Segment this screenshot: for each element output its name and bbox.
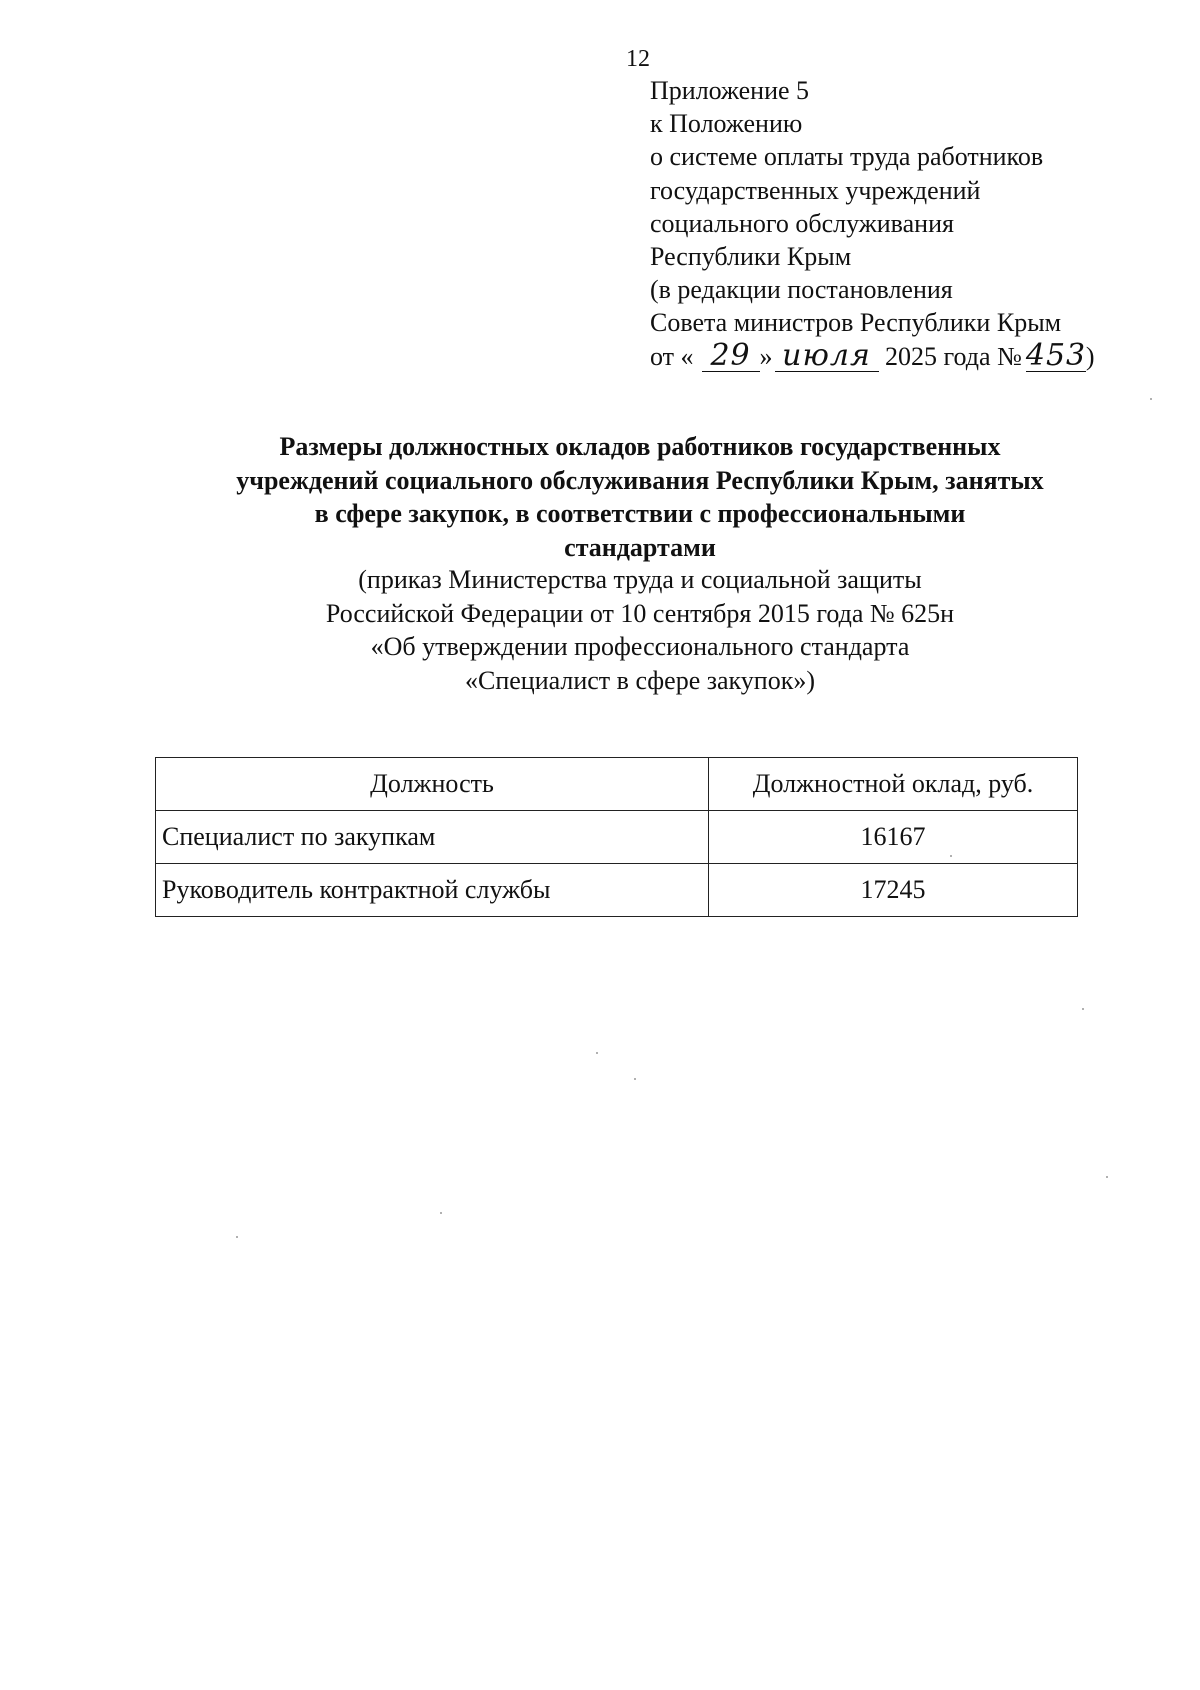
appendix-line: к Положению: [650, 109, 803, 139]
header-position: Должность: [156, 758, 709, 811]
appendix-line: государственных учреждений: [650, 175, 981, 205]
appendix-line: Приложение 5: [650, 76, 810, 105]
scan-speck: [440, 1212, 442, 1214]
cell-salary: 16167: [709, 811, 1078, 864]
appendix-line: о системе оплаты труда работников: [650, 142, 1044, 172]
appendix-line: Совета министров Республики Крым: [650, 308, 1062, 338]
scan-speck: [1082, 1008, 1084, 1010]
scan-speck: [950, 855, 952, 857]
title-line: в сфере закупок, в соответствии с профессиональными: [314, 499, 966, 528]
scan-speck: [596, 1052, 598, 1054]
scan-speck: [634, 1078, 636, 1080]
page-number: 12: [626, 46, 650, 72]
handwritten-day: 29: [702, 341, 760, 372]
table-row: [156, 811, 1078, 864]
appendix-line: (в редакции постановления: [650, 275, 953, 305]
date-quote-close: »: [759, 341, 773, 371]
subtitle-line: (приказ Министерства труда и социальной защиты: [358, 565, 922, 594]
date-suffix: ): [1085, 341, 1095, 371]
subtitle-line: «Об утверждении профессионального стандарта: [370, 632, 910, 661]
document-subtitle: [160, 563, 1120, 697]
cell-salary: 17245: [709, 864, 1078, 917]
subtitle-line: Российской Федерации от 10 сентября 2015 года № 625н: [325, 598, 955, 628]
cell-position: Руководитель контрактной службы: [156, 864, 709, 917]
handwritten-number: 453: [1025, 337, 1087, 373]
header-salary: Должностной оклад, руб.: [709, 758, 1078, 811]
document-title: [160, 430, 1120, 564]
title-line: Размеры должностных окладов работников государственных: [279, 432, 1001, 461]
table-header-row: [156, 758, 1078, 811]
scan-speck: [236, 1236, 238, 1238]
appendix-block: [650, 74, 1095, 373]
salary-table: [155, 757, 1078, 917]
scan-speck: [1150, 398, 1152, 400]
appendix-line: социального обслуживания: [650, 208, 954, 238]
appendix-date-line: [650, 337, 1095, 373]
handwritten-month: июля: [775, 341, 879, 372]
appendix-line: Республики Крым: [650, 241, 852, 271]
title-line: учреждений социального обслуживания Республики Крым, занятых: [236, 465, 1044, 495]
cell-position: Специалист по закупкам: [156, 811, 709, 864]
date-year-text: 2025 года №: [885, 341, 1022, 371]
scan-speck: [1106, 1176, 1108, 1178]
date-prefix: от «: [650, 341, 694, 371]
table-row: [156, 864, 1078, 917]
title-line: стандартами: [564, 532, 716, 562]
subtitle-line: «Специалист в сфере закупок»): [464, 665, 816, 695]
